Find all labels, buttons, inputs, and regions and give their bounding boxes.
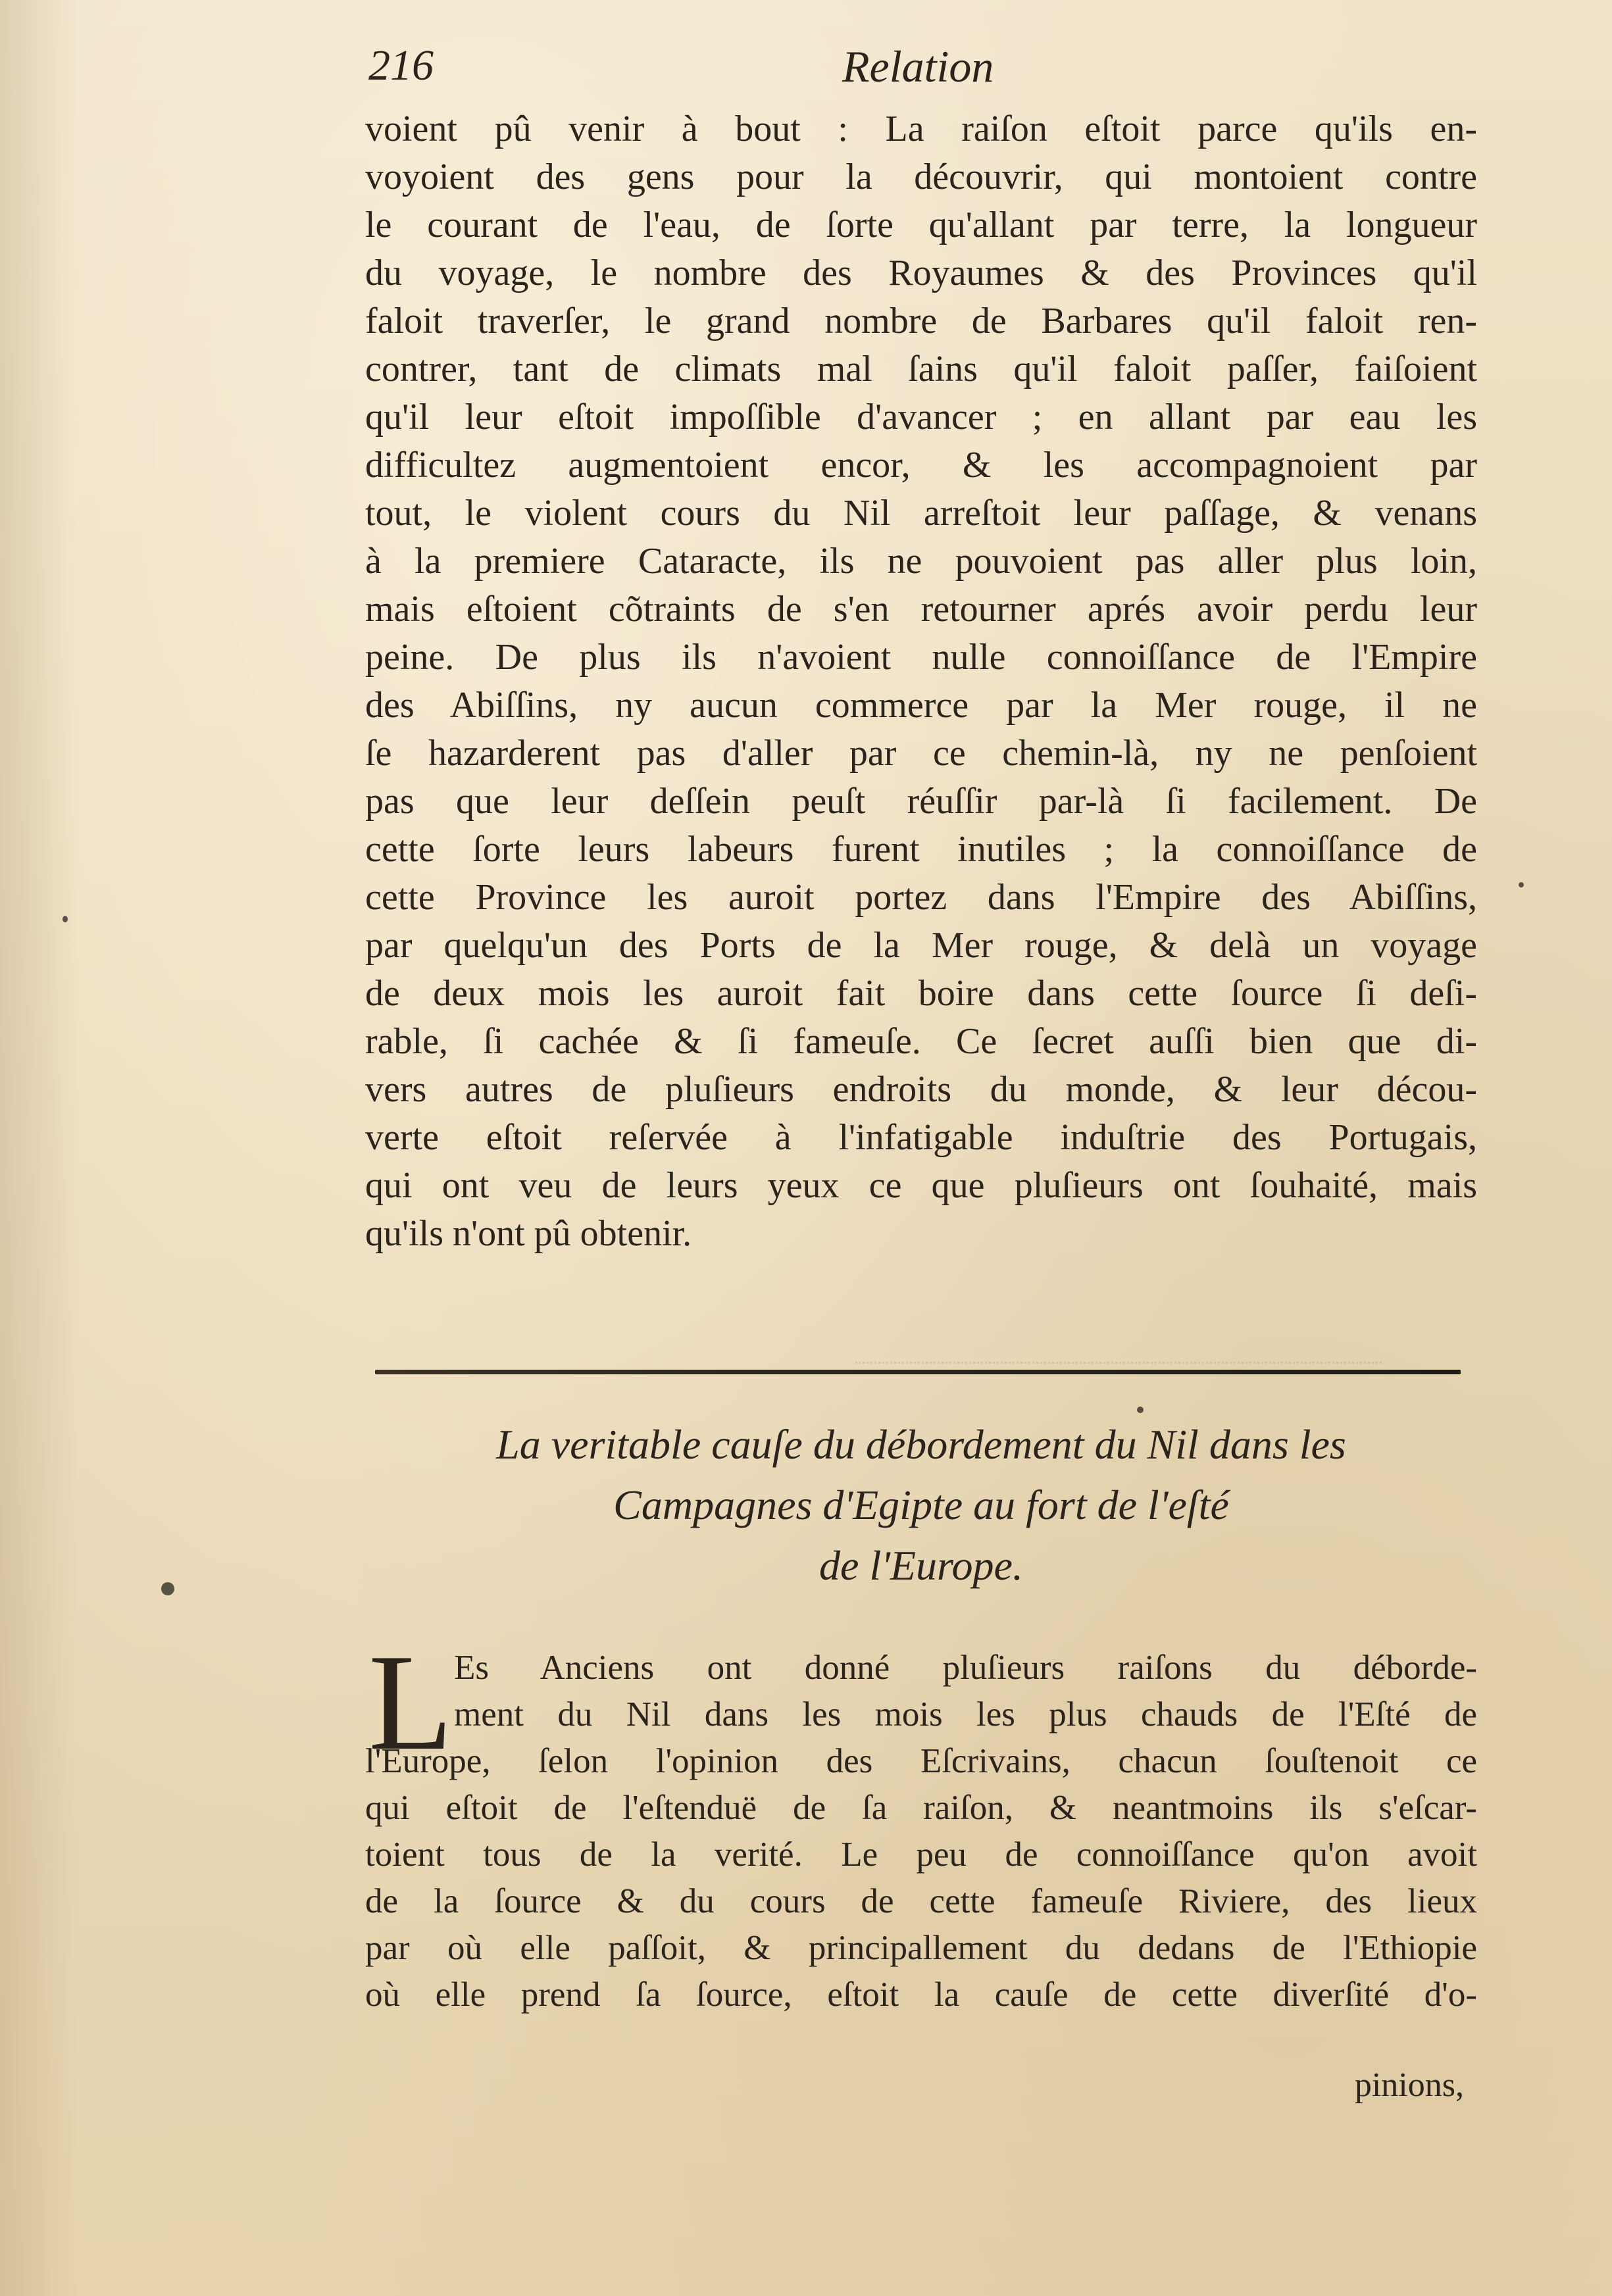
text-line: à la premiere Cataracte, ils ne pouvoient pas aller plus loin,	[365, 541, 1477, 582]
text-line: pas que leur deſſein peuſt réuſſir par-là ſi facilement. De	[365, 781, 1477, 822]
text-line: ment du Nil dans les mois les plus chauds de l'Eſté de	[454, 1695, 1477, 1734]
text-line: qui eſtoit de l'eſtenduë de ſa raiſon, & neantmoins ils s'eſcar-	[365, 1789, 1477, 1827]
heading-line: de l'Europe.	[819, 1542, 1023, 1589]
text-line: voient pû venir à bout : La raiſon eſtoit parce qu'ils en-	[365, 109, 1477, 149]
text-line: l'Europe, ſelon l'opinion des Eſcrivains, chacun ſouſtenoit ce	[365, 1742, 1477, 1780]
text-line: contrer, tant de climats mal ſains qu'il faloit paſſer, faiſoient	[365, 349, 1477, 389]
heading-line: La veritable cauſe du débordement du Nil dans les	[496, 1421, 1346, 1468]
section-divider-rule	[375, 1370, 1461, 1374]
text-line: qu'ils n'ont pû obtenir.	[365, 1213, 692, 1254]
paragraph-2	[365, 1645, 1477, 2018]
heading-line: Campagnes d'Egipte au fort de l'eſté	[613, 1482, 1229, 1528]
text-line: qu'il leur eſtoit impoſſible d'avancer ; en allant par eau les	[365, 397, 1477, 437]
text-line: ſe hazarderent pas d'aller par ce chemin-là, ny ne penſoient	[365, 733, 1477, 774]
text-line: par où elle paſſoit, & principallement du dedans de l'Ethiopie	[365, 1929, 1477, 1967]
text-line: cette Province les auroit portez dans l'Empire des Abiſſins,	[365, 877, 1477, 918]
text-line: mais eſtoient cõtraints de s'en retourner aprés avoir perdu leur	[365, 589, 1477, 630]
text-line: de deux mois les auroit fait boire dans cette ſource ſi deſi-	[365, 973, 1477, 1014]
text-line: difficultez augmentoient encor, & les accompagnoient par	[365, 445, 1477, 486]
text-line: tout, le violent cours du Nil arreſtoit leur paſſage, & venans	[365, 493, 1477, 534]
text-line: verte eſtoit reſervée à l'infatigable induſtrie des Portugais,	[365, 1117, 1477, 1158]
text-line: où elle prend ſa ſource, eſtoit la cauſe de cette diverſité d'o-	[365, 1976, 1477, 2014]
ink-spot	[1519, 882, 1524, 887]
text-line: qui ont veu de leurs yeux ce que pluſieurs ont ſouhaité, mais	[365, 1165, 1477, 1206]
text-line: par quelqu'un des Ports de la Mer rouge, & delà un voyage	[365, 925, 1477, 966]
text-line: toient tous de la verité. Le peu de connoiſſance qu'on avoit	[365, 1835, 1477, 1874]
text-line: voyoient des gens pour la découvrir, qui montoient contre	[365, 157, 1477, 197]
paragraph-1	[365, 105, 1477, 1258]
ink-spot	[161, 1582, 174, 1595]
page-number: 216	[368, 41, 434, 89]
text-line: vers autres de pluſieurs endroits du monde, & leur décou-	[365, 1069, 1477, 1110]
text-line: cette ſorte leurs labeurs furent inutiles ; la connoiſſance de	[365, 829, 1477, 870]
text-line: faloit traverſer, le grand nombre de Barbares qu'il faloit ren-	[365, 301, 1477, 341]
section-heading	[365, 1414, 1477, 1596]
text-line: des Abiſſins, ny aucun commerce par la Mer rouge, il ne	[365, 685, 1477, 726]
text-line: rable, ſi cachée & ſi fameuſe. Ce ſecret auſſi bien que di-	[365, 1021, 1477, 1062]
ink-spot	[1137, 1407, 1144, 1413]
text-line: Es Anciens ont donné pluſieurs raiſons du déborde-	[454, 1649, 1477, 1687]
running-title: Relation	[842, 41, 994, 91]
text-line: le courant de l'eau, de ſorte qu'allant par terre, la longueur	[365, 205, 1477, 245]
text-line: du voyage, le nombre des Royaumes & des Provinces qu'il	[365, 253, 1477, 293]
catchword: pinions,	[1354, 2066, 1464, 2104]
drop-cap: L	[368, 1626, 453, 1779]
text-line: de la ſource & du cours de cette fameuſe Riviere, des lieux	[365, 1882, 1477, 1920]
ink-spot	[63, 916, 68, 922]
faint-bleedthrough	[855, 1309, 1382, 1364]
text-line: peine. De plus ils n'avoient nulle connoiſſance de l'Empire	[365, 637, 1477, 678]
